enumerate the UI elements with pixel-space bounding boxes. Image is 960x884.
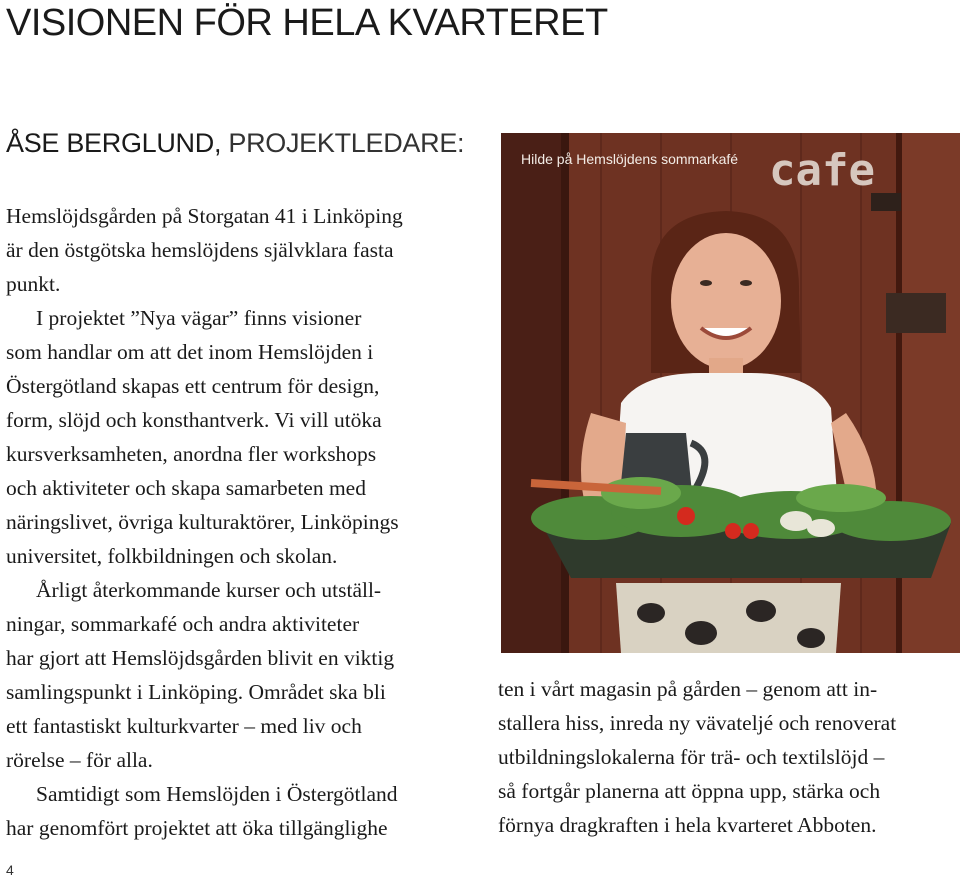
- author-name: ÅSE BERGLUND,: [6, 128, 222, 158]
- text-line: samlingspunkt i Linköping. Området ska bli: [6, 680, 386, 704]
- text-line: utbildningslokalerna för trä- och textilslöjd –: [498, 745, 885, 769]
- text-line: ten i vårt magasin på gården – genom att in-: [498, 677, 878, 701]
- text-line: och aktiviteter och skapa samarbeten med: [6, 476, 366, 500]
- text-line: har gjort att Hemslöjdsgården blivit en viktig: [6, 646, 395, 670]
- cafe-photo: [501, 133, 960, 653]
- text-line: stallera hiss, inreda ny vävateljé och renoverat: [498, 711, 897, 735]
- text-line: ett fantastiskt kulturkvarter – med liv och: [6, 714, 362, 738]
- text-line: kursverksamheten, anordna fler workshops: [6, 442, 377, 466]
- text-line: Årligt återkommande kurser och utställ-: [36, 578, 382, 602]
- page-title: VISIONEN FÖR HELA KVARTERET: [6, 2, 608, 44]
- text-line: är den östgötska hemslöjdens självklara fasta: [6, 238, 394, 262]
- text-line: universitet, folkbildningen och skolan.: [6, 544, 338, 568]
- text-line: näringslivet, övriga kulturaktörer, Linköpings: [6, 510, 399, 534]
- text-line: som handlar om att det inom Hemslöjden i: [6, 340, 374, 364]
- text-line: förnya dragkraften i hela kvarteret Abboten.: [498, 813, 877, 837]
- text-line: rörelse – för alla.: [6, 748, 153, 772]
- text-line: Samtidigt som Hemslöjden i Östergötland: [36, 782, 398, 806]
- text-line: har genomfört projektet att öka tillgänglighe: [6, 816, 388, 840]
- text-line: form, slöjd och konsthantverk. Vi vill utöka: [6, 408, 382, 432]
- text-line: Östergötland skapas ett centrum för design,: [6, 374, 380, 398]
- article-column-2: [498, 672, 958, 842]
- text-line: så fortgår planerna att öppna upp, stärka och: [498, 779, 881, 803]
- text-line: ningar, sommarkafé och andra aktiviteter: [6, 612, 360, 636]
- cafe-sign: cafe: [769, 145, 875, 196]
- text-line: punkt.: [6, 272, 61, 296]
- photo-caption: Hilde på Hemslöjdens sommarkafé: [521, 151, 739, 167]
- article-column-1: [6, 199, 476, 845]
- text-line: I projektet ”Nya vägar” finns visioner: [36, 306, 362, 330]
- byline: [6, 128, 464, 159]
- page-number: 4: [6, 862, 14, 878]
- text-line: Hemslöjdsgården på Storgatan 41 i Linköping: [6, 204, 403, 228]
- author-role: PROJEKTLEDARE:: [228, 128, 465, 158]
